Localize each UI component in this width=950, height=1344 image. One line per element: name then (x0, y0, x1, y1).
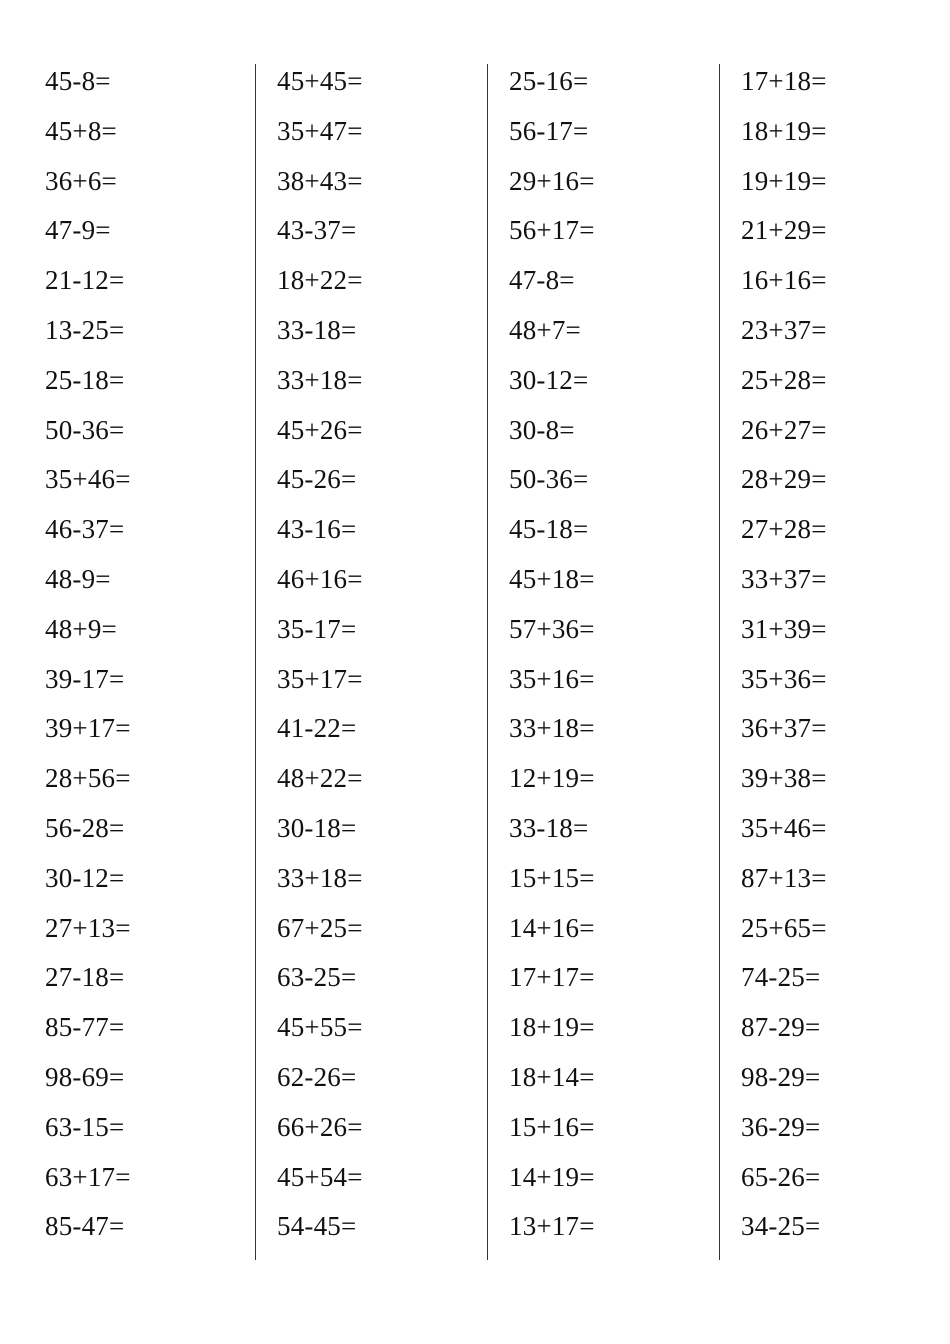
math-problem: 21+29= (741, 215, 827, 246)
math-problem: 56+17= (509, 215, 595, 246)
math-problem: 31+39= (741, 613, 827, 644)
problem-column-3 (509, 62, 719, 1262)
math-problem: 45+26= (277, 414, 363, 445)
math-problem: 56-28= (45, 812, 125, 843)
math-problem: 45+8= (45, 115, 117, 146)
math-problem: 39-17= (45, 663, 125, 694)
math-problem: 41-22= (277, 713, 357, 744)
math-problem: 25+65= (741, 912, 827, 943)
math-problem: 27+13= (45, 912, 131, 943)
math-problem: 67+25= (277, 912, 363, 943)
math-problem: 34-25= (741, 1211, 821, 1242)
math-problem: 48+22= (277, 763, 363, 794)
math-problem: 45+55= (277, 1012, 363, 1043)
math-problem: 19+19= (741, 165, 827, 196)
math-problem: 63+17= (45, 1161, 131, 1192)
math-problem: 35+17= (277, 663, 363, 694)
math-problem: 18+22= (277, 265, 363, 296)
math-problem: 62-26= (277, 1061, 357, 1092)
math-problem: 63-15= (45, 1111, 125, 1142)
math-problem: 36+6= (45, 165, 117, 196)
math-problem: 46-37= (45, 514, 125, 545)
math-problem: 16+16= (741, 265, 827, 296)
problem-column-4 (741, 62, 941, 1262)
math-problem: 47-8= (509, 265, 575, 296)
math-problem: 57+36= (509, 613, 595, 644)
math-problem: 45+54= (277, 1161, 363, 1192)
math-problem: 33+37= (741, 563, 827, 594)
math-problem: 33-18= (509, 812, 589, 843)
math-problem: 50-36= (45, 414, 125, 445)
math-problem: 48+9= (45, 613, 117, 644)
math-problem: 21-12= (45, 265, 125, 296)
math-problem: 48-9= (45, 563, 111, 594)
math-problem: 65-26= (741, 1161, 821, 1192)
math-problem: 43-16= (277, 514, 357, 545)
math-problem: 15+15= (509, 862, 595, 893)
column-divider-2 (487, 64, 488, 1260)
math-problem: 14+16= (509, 912, 595, 943)
math-problem: 47-9= (45, 215, 111, 246)
math-problem: 46+16= (277, 563, 363, 594)
math-problem: 15+16= (509, 1111, 595, 1142)
math-problem: 33+18= (277, 862, 363, 893)
math-problem: 17+18= (741, 66, 827, 96)
math-problem: 35-17= (277, 613, 357, 644)
math-problem: 28+56= (45, 763, 131, 794)
math-problem: 18+19= (509, 1012, 595, 1043)
column-divider-1 (255, 64, 256, 1260)
math-problem: 25+28= (741, 364, 827, 395)
math-problem: 29+16= (509, 165, 595, 196)
math-problem: 85-77= (45, 1012, 125, 1043)
math-problem: 45+18= (509, 563, 595, 594)
math-problem: 35+47= (277, 115, 363, 146)
math-problem: 35+46= (741, 812, 827, 843)
math-problem: 18+14= (509, 1061, 595, 1092)
math-problem: 85-47= (45, 1211, 125, 1242)
math-problem: 18+19= (741, 115, 827, 146)
column-divider-3 (719, 64, 720, 1260)
math-problem: 98-29= (741, 1061, 821, 1092)
math-problem: 23+37= (741, 314, 827, 345)
math-problem: 66+26= (277, 1111, 363, 1142)
math-problem: 36+37= (741, 713, 827, 744)
math-problem: 35+36= (741, 663, 827, 694)
problem-column-1 (45, 62, 255, 1262)
math-problem: 38+43= (277, 165, 363, 196)
math-problem: 45+45= (277, 66, 363, 96)
math-problem: 13-25= (45, 314, 125, 345)
math-problem: 33-18= (277, 314, 357, 345)
math-problem: 45-26= (277, 464, 357, 495)
math-problem: 12+19= (509, 763, 595, 794)
math-problem: 39+38= (741, 763, 827, 794)
math-problem: 63-25= (277, 962, 357, 993)
math-problem: 28+29= (741, 464, 827, 495)
math-problem: 35+16= (509, 663, 595, 694)
math-problem: 45-8= (45, 66, 111, 96)
math-problem: 48+7= (509, 314, 581, 345)
math-problem: 87+13= (741, 862, 827, 893)
math-problem: 33+18= (509, 713, 595, 744)
math-problem: 45-18= (509, 514, 589, 545)
math-problem: 74-25= (741, 962, 821, 993)
math-problem: 30-12= (45, 862, 125, 893)
math-problem: 87-29= (741, 1012, 821, 1043)
math-problem: 25-18= (45, 364, 125, 395)
math-problem: 39+17= (45, 713, 131, 744)
math-problem: 30-18= (277, 812, 357, 843)
math-problem: 98-69= (45, 1061, 125, 1092)
math-problem: 30-8= (509, 414, 575, 445)
math-problem: 50-36= (509, 464, 589, 495)
math-problem: 14+19= (509, 1161, 595, 1192)
math-problem: 56-17= (509, 115, 589, 146)
math-problem: 13+17= (509, 1211, 595, 1242)
math-problem: 26+27= (741, 414, 827, 445)
math-problem: 27+28= (741, 514, 827, 545)
math-problem: 25-16= (509, 66, 589, 96)
math-problem: 27-18= (45, 962, 125, 993)
math-problem: 30-12= (509, 364, 589, 395)
math-problem: 17+17= (509, 962, 595, 993)
math-problem: 33+18= (277, 364, 363, 395)
math-problem: 35+46= (45, 464, 131, 495)
problem-column-2 (277, 62, 487, 1262)
math-problem: 54-45= (277, 1211, 357, 1242)
math-problem: 36-29= (741, 1111, 821, 1142)
math-problem: 43-37= (277, 215, 357, 246)
